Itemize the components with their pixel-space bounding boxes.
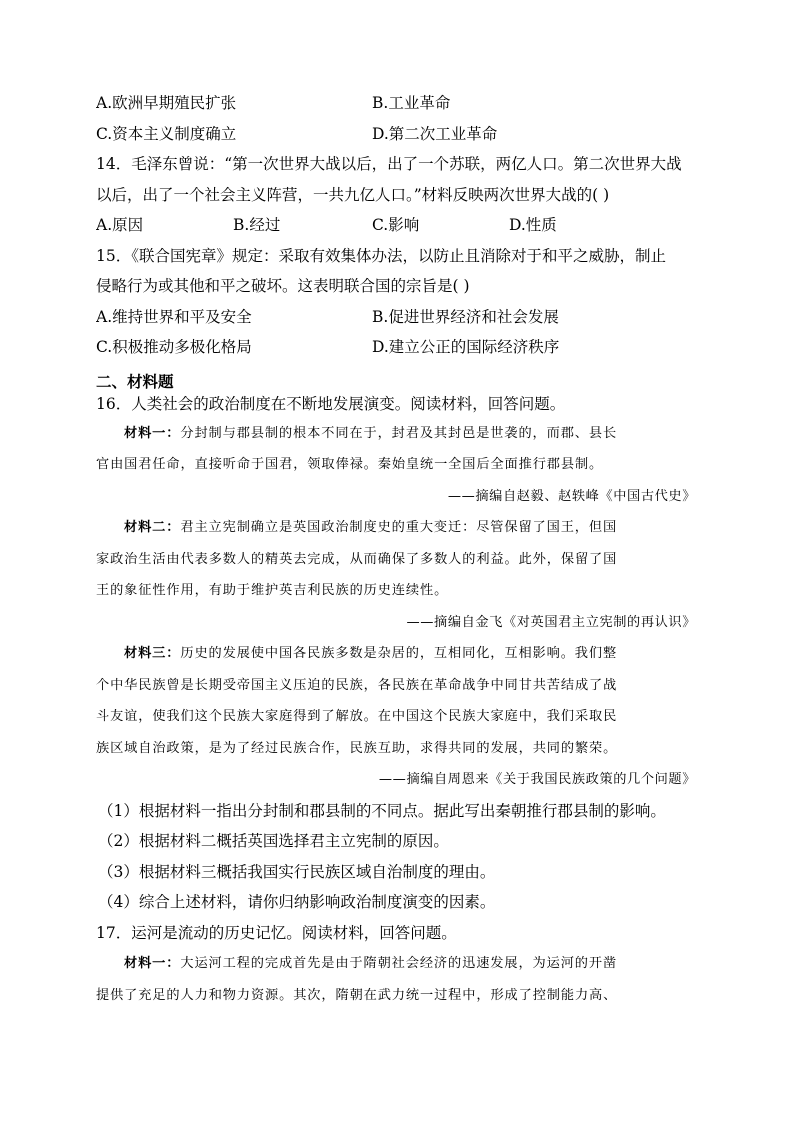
q15-stem-line-1: 15．《联合国宪章》规定：采取有效集体办法，以防止且消除对于和平之威胁，制止 (96, 246, 666, 265)
q16-material-1-source: ——摘编自赵毅、赵轶峰《中国古代史》 (447, 488, 696, 504)
q17-material-1-label: 材料一： (124, 956, 181, 971)
q17-stem: 17．运河是流动的历史记忆。阅读材料，回答问题。 (96, 923, 457, 942)
q16-sub-question-3: （3）根据材料三概括我国实行民族区域自治制度的理由。 (98, 862, 496, 881)
q14-option-b[interactable]: B.经过 (233, 216, 281, 234)
q15-option-c[interactable]: C.积极推动多极化格局 (96, 338, 252, 356)
q16-material-1-text-2: 官由国君任命，直接听命于国君，领取俸禄。秦始皇统一全国后全面推行郡县制。 (96, 457, 604, 472)
q13-options-row-2 (96, 119, 696, 150)
q16-material-3-text-2: 个中华民族曾是长期受帝国主义压迫的民族，各民族在革命战争中同甘共苦结成了战 (96, 677, 618, 693)
q13-option-c[interactable]: C.资本主义制度确立 (96, 124, 237, 143)
q17-material-1-text-2: 提供了充足的人力和物力资源。其次，隋朝在武力统一过程中，形成了控制能力高、 (96, 987, 618, 1003)
q15-stem-line-2: 侵略行为或其他和平之破坏。这表明联合国的宗旨是( ) (96, 277, 470, 295)
q16-material-2-label: 材料二： (124, 520, 181, 535)
q16-material-1 (96, 418, 696, 481)
q13-option-d[interactable]: D.第二次工业革命 (372, 124, 498, 143)
q14-option-a[interactable]: A.原因 (96, 216, 144, 234)
q16-sub-question-4: （4）综合上述材料，请你归纳影响政治制度演变的因素。 (98, 893, 496, 911)
q16-material-2-text-2: 家政治生活由代表多数人的精英去完成，从而确保了多数人的利益。此外，保留了国 (96, 551, 618, 567)
q16-material-1-label: 材料一： (124, 425, 181, 441)
q13-option-b[interactable]: B.工业革命 (372, 94, 451, 112)
q16-material-2-text-1: 君主立宪制确立是英国政治制度史的重大变迁：尽管保留了国王，但国 (180, 520, 618, 535)
q15-option-a[interactable]: A.维持世界和平及安全 (96, 307, 252, 326)
q14-option-d[interactable]: D.性质 (509, 216, 557, 234)
q16-material-3-text-3: 斗友谊，使我们这个民族大家庭得到了解放。在中国这个民族大家庭中，我们采取民 (96, 709, 618, 724)
q16-sub-question-1: （1）根据材料一指出分封制和郡县制的不同点。据此写出秦朝推行郡县制的影响。 (98, 801, 666, 820)
document-page (96, 88, 696, 1011)
q16-material-3-text-4: 族区域自治政策，是为了经过民族合作，民族互助，求得共同的发展，共同的繁荣。 (96, 740, 618, 756)
q16-material-2-text-3: 王的象征性作用，有助于维护英吉利民族的历史连续性。 (96, 583, 449, 598)
q16-material-1-text-1: 分封制与郡县制的根本不同在于，封君及其封邑是世袭的，而郡、县长 (180, 425, 618, 441)
q17-material-1 (96, 948, 696, 1011)
q15-options-row-2 (96, 332, 696, 363)
q16-material-3-label: 材料三： (124, 646, 181, 661)
q14-stem-line-2: 以后，出了一个社会主义阵营，一共九亿人口。”材料反映两次世界大战的( ) (96, 185, 610, 204)
q13-option-a[interactable]: A.欧洲早期殖民扩张 (96, 94, 237, 112)
q15-option-d[interactable]: D.建立公正的国际经济秩序 (372, 338, 560, 356)
q16-material-3-text-1: 历史的发展使中国各民族多数是杂居的，互相同化，互相影响。我们整 (180, 646, 618, 661)
q16-stem: 16．人类社会的政治制度在不断地发展演变。阅读材料，回答问题。 (96, 394, 566, 413)
q15-options-row-1 (96, 302, 696, 333)
section-title: 二、材料题 (96, 371, 174, 391)
q15-option-b[interactable]: B.促进世界经济和社会发展 (372, 307, 559, 326)
q14-stem-line-1: 14．毛泽东曾说：“第一次世界大战以后，出了一个苏联，两亿人口。第二次世界大战 (96, 155, 682, 173)
q17-material-1-text-1: 大运河工程的完成首先是由于隋朝社会经济的迅速发展，为运河的开凿 (180, 956, 618, 971)
q13-options-row-1 (96, 88, 696, 119)
q16-material-2-source: ——摘编自金飞《对英国君主立宪制的再认识》 (406, 614, 696, 630)
q14-option-c[interactable]: C.影响 (372, 216, 420, 234)
q16-sub-question-2: （2）根据材料二概括英国选择君主立宪制的原因。 (98, 832, 449, 850)
q16-material-3 (96, 638, 696, 764)
q16-material-3-source: ——摘编自周恩来《关于我国民族政策的几个问题》 (378, 772, 696, 787)
q14-options-row (96, 210, 696, 241)
q16-material-2 (96, 512, 696, 607)
